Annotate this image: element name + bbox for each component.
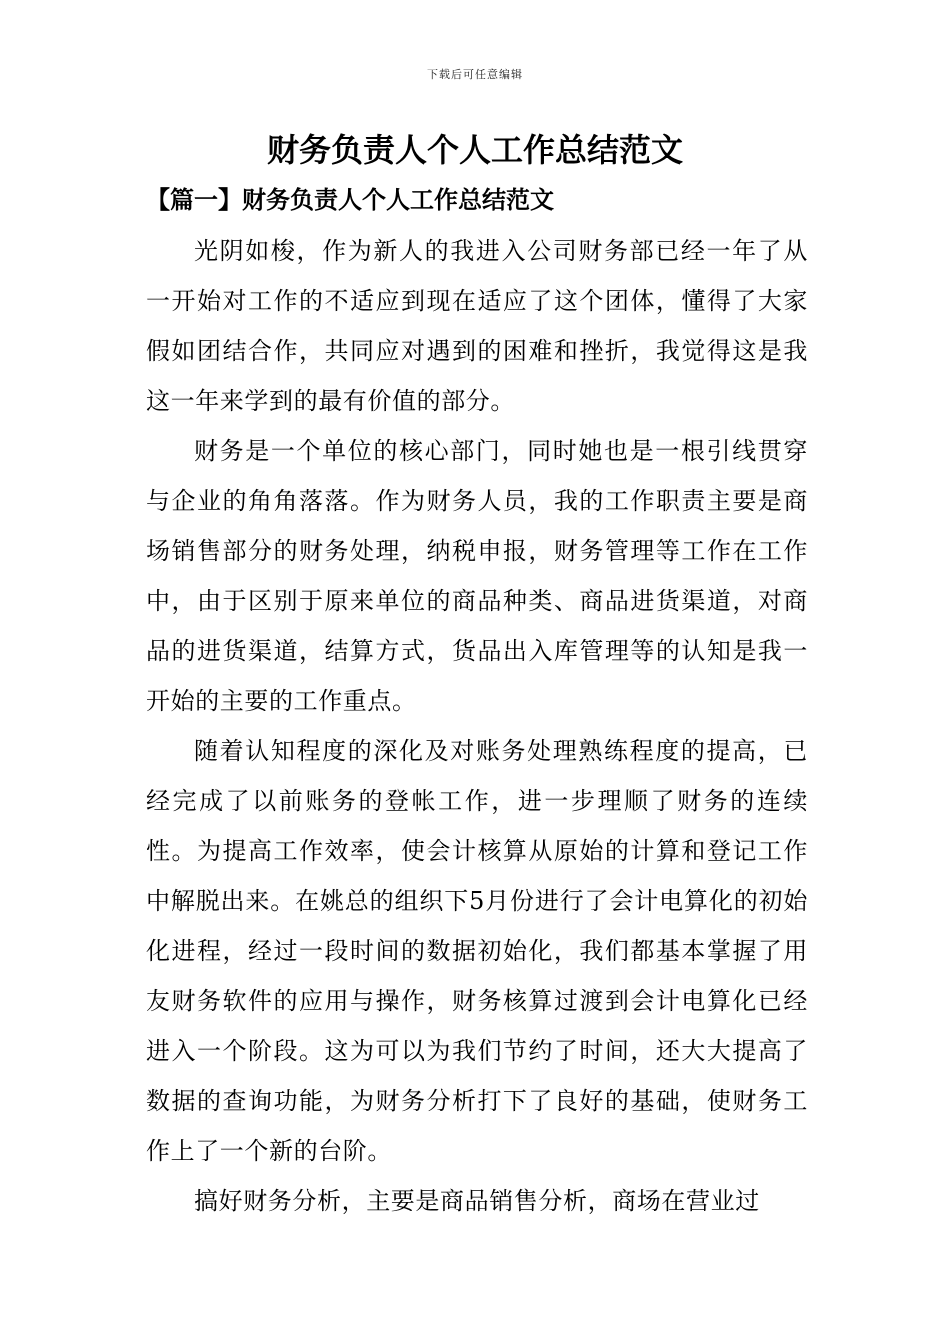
- header-note: 下载后可任意编辑: [427, 68, 523, 81]
- paragraph-2: 财务是一个单位的核心部门，同时她也是一根引线贯穿与企业的角角落落。作为财务人员，我的工作职责主要是商场销售部分的财务处理，纳税申报，财务管理等工作在工作中，由于区别于原来单位的商品种类、商品进货渠道，对商品的进货渠道，结算方式，货品出入库管理等的认知是我一开始的主要的工作重点。: [146, 437, 808, 715]
- paragraph-4: 搞好财务分析，主要是商品销售分析，商场在营业过: [194, 1187, 760, 1215]
- paragraph-1: 光阴如梭，作为新人的我进入公司财务部已经一年了从一开始对工作的不适应到现在适应了这个团体，懂得了大家假如团结合作，共同应对遇到的困难和挫折，我觉得这是我这一年来学到的最有价值的部分。: [146, 237, 808, 415]
- paragraph-3: 随着认知程度的深化及对账务处理熟练程度的提高，已经完成了以前账务的登帐工作，进一步理顺了财务的连续性。为提高工作效率，使会计核算从原始的计算和登记工作中解脱出来。在姚总的组织下5月份进行了会计电算化的初始化进程，经过一段时间的数据初始化，我们都基本掌握了用友财务软件的应用与操作，财务核算过渡到会计电算化已经进入一个阶段。这为可以为我们节约了时间，还大大提高了数据的查询功能，为财务分析打下了良好的基础，使财务工作上了一个新的台阶。: [146, 737, 808, 1165]
- section-heading: 【篇一】财务负责人个人工作总结范文: [146, 185, 554, 214]
- document-title: 财务负责人个人工作总结范文: [266, 131, 683, 169]
- body-text: [146, 226, 808, 1226]
